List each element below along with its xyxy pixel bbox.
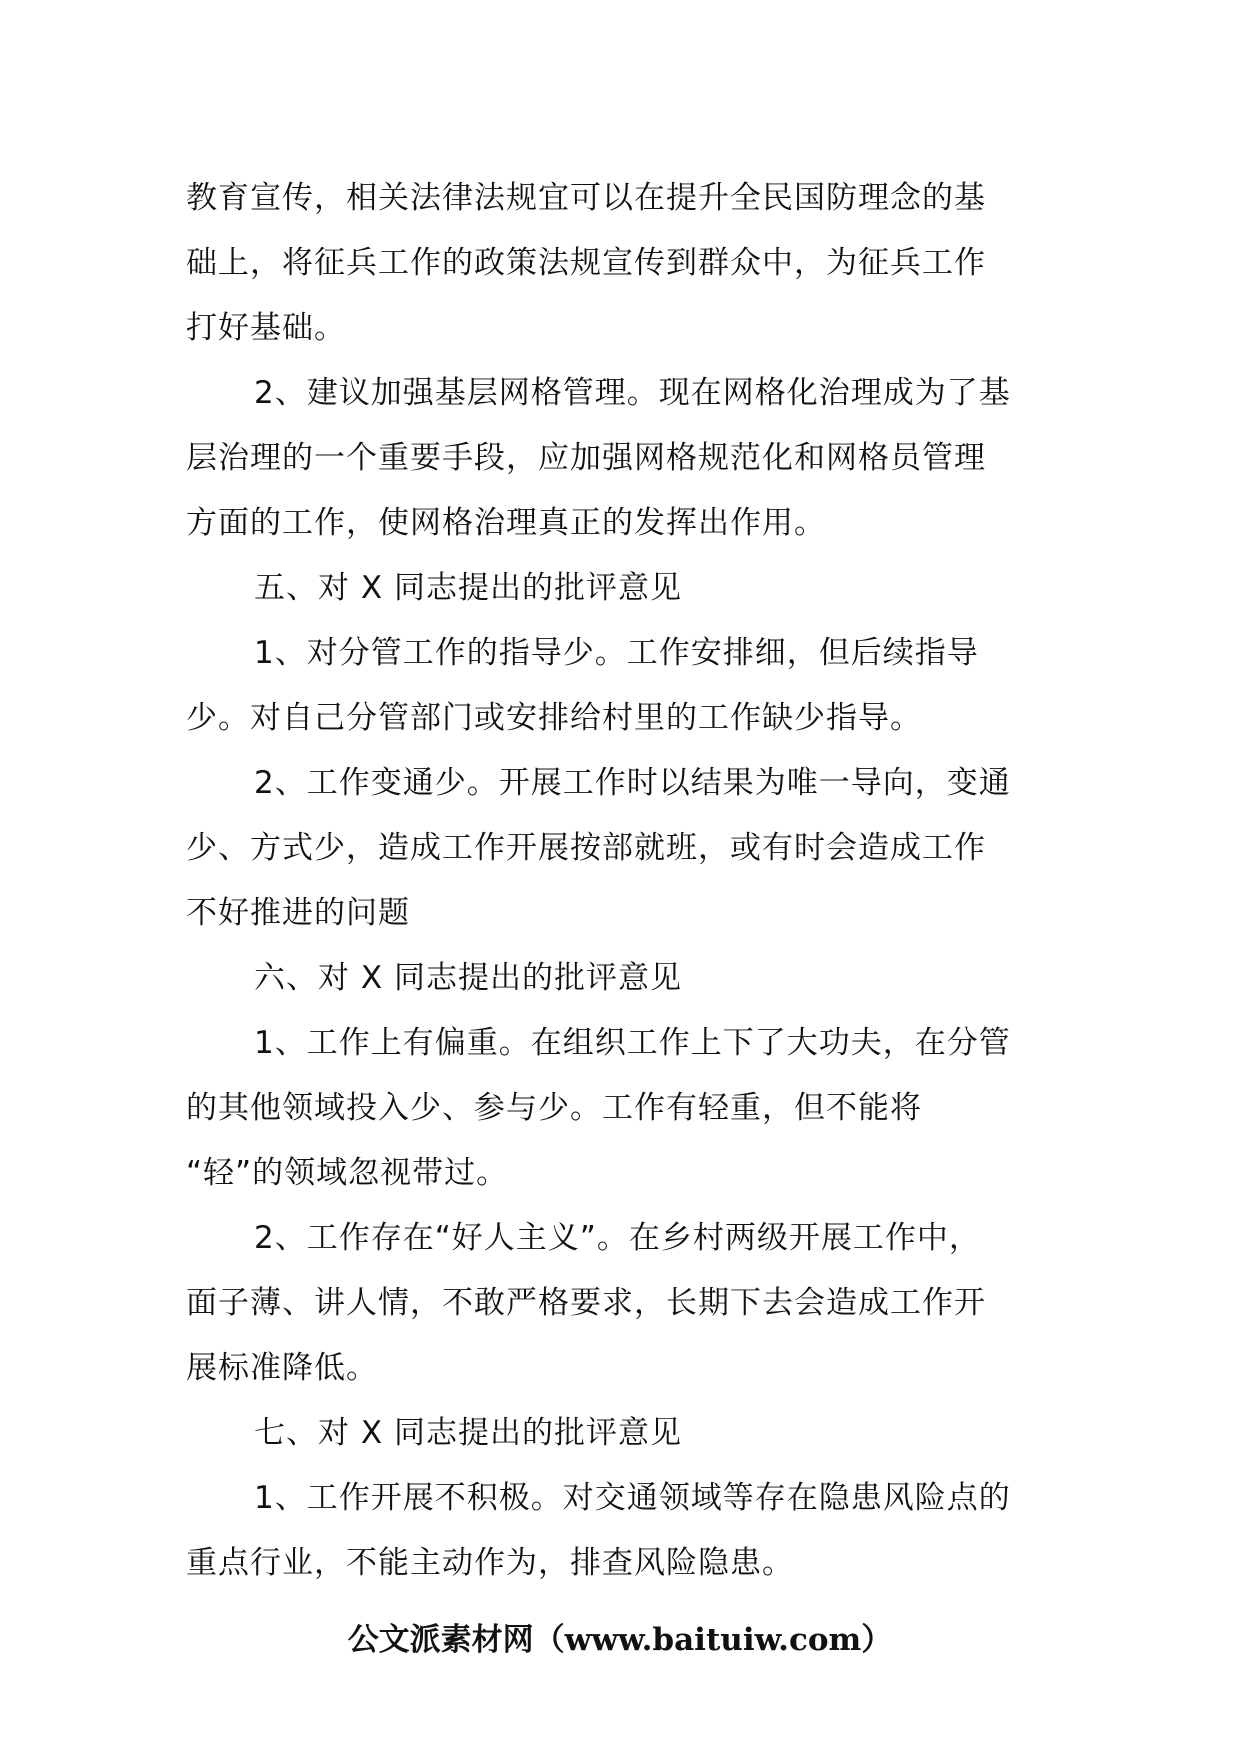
text-line: 少、方式少，造成工作开展按部就班，或有时会造成工作 [186, 830, 986, 866]
text-line: 的其他领域投入少、参与少。工作有轻重，但不能将 [186, 1090, 922, 1126]
text-line: 方面的工作，使网格治理真正的发挥出作用。 [186, 505, 826, 541]
watermark-footer: 公文派素材网（www.baituiw.com） [347, 1622, 893, 1658]
paragraph-start-line: 1、工作上有偏重。在组织工作上下了大功夫，在分管 [254, 1025, 1011, 1061]
section-heading-7: 七、对 X 同志提出的批评意见 [254, 1415, 682, 1451]
text-line: 面子薄、讲人情，不敢严格要求，长期下去会造成工作开 [186, 1285, 986, 1321]
text-line: 础上，将征兵工作的政策法规宣传到群众中，为征兵工作 [186, 245, 986, 281]
paragraph-start-line: 2、工作变通少。开展工作时以结果为唯一导向，变通 [254, 765, 1011, 801]
paragraph-start-line: 1、对分管工作的指导少。工作安排细，但后续指导 [254, 635, 979, 671]
text-line: 层治理的一个重要手段，应加强网格规范化和网格员管理 [186, 440, 986, 476]
paragraph-start-line: 2、建议加强基层网格管理。现在网格化治理成为了基 [254, 375, 1011, 411]
text-line: “轻”的领域忽视带过。 [186, 1155, 509, 1191]
document-body [186, 166, 1054, 1596]
text-line: 重点行业，不能主动作为，排查风险隐患。 [186, 1545, 794, 1581]
text-line: 展标准降低。 [186, 1350, 378, 1386]
paragraph-start-line: 1、工作开展不积极。对交通领域等存在隐患风险点的 [254, 1480, 1011, 1516]
text-line: 少。对自己分管部门或安排给村里的工作缺少指导。 [186, 700, 922, 736]
section-heading-5: 五、对 X 同志提出的批评意见 [254, 570, 682, 606]
text-line: 打好基础。 [186, 310, 346, 346]
section-heading-6: 六、对 X 同志提出的批评意见 [254, 960, 682, 996]
text-line: 不好推进的问题 [186, 895, 410, 931]
paragraph-start-line: 2、工作存在“好人主义”。在乡村两级开展工作中， [254, 1220, 981, 1256]
text-line: 教育宣传，相关法律法规宜可以在提升全民国防理念的基 [186, 180, 986, 216]
